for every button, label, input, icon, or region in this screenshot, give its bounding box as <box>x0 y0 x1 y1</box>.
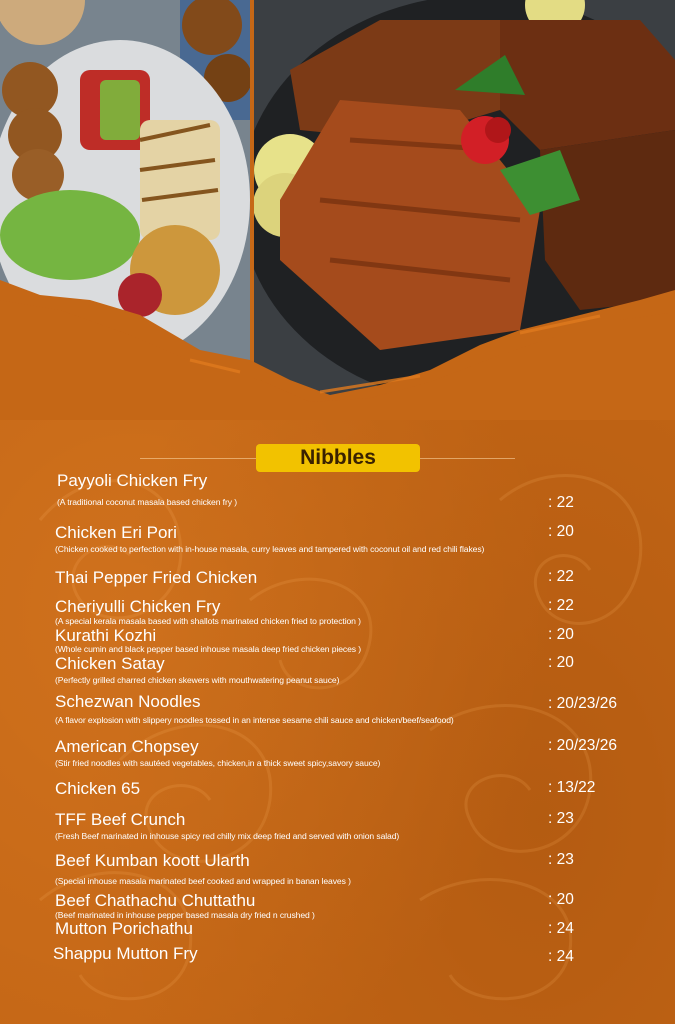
item-price: : 22 <box>548 597 574 614</box>
item-price: : 13/22 <box>548 779 596 796</box>
item-name: American Chopsey <box>55 737 199 756</box>
item-price: : 23 <box>548 851 574 868</box>
item-price: : 20 <box>548 891 574 908</box>
item-desc: (Perfectly grilled charred chicken skewers with mouthwatering peanut sauce) <box>55 675 340 685</box>
item-desc: (Fresh Beef marinated in inhouse spicy red chilly mix deep fried and served with onion salad) <box>55 831 400 841</box>
item-price: : 20/23/26 <box>548 737 617 754</box>
item-name: Mutton Porichathu <box>55 919 193 938</box>
item-desc: (A traditional coconut masala based chicken fry ) <box>57 497 237 507</box>
item-name: Chicken Satay <box>55 654 165 673</box>
item-price: : 22 <box>548 568 574 585</box>
item-name: Chicken Eri Pori <box>55 523 177 542</box>
item-price: : 24 <box>548 920 574 937</box>
item-price: : 20 <box>548 654 574 671</box>
item-price: : 23 <box>548 810 574 827</box>
item-name: Beef Kumban koott Ularth <box>55 851 250 870</box>
item-name: Thai Pepper Fried Chicken <box>55 568 258 587</box>
item-desc: (Beef marinated in inhouse pepper based masala dry fried n crushed ) <box>55 910 315 920</box>
item-desc: (Whole cumin and black pepper based inhouse masala deep fried chicken pieces ) <box>55 644 362 654</box>
item-name: Shappu Mutton Fry <box>53 944 198 963</box>
section-title: Nibbles <box>256 444 420 472</box>
item-name: Schezwan Noodles <box>55 692 201 711</box>
item-name: Payyoli Chicken Fry <box>57 471 208 490</box>
item-name: TFF Beef Crunch <box>55 810 186 829</box>
item-price: : 24 <box>548 948 574 965</box>
item-name: Chicken 65 <box>55 779 141 798</box>
item-price: : 20 <box>548 523 574 540</box>
item-price: : 20/23/26 <box>548 695 617 712</box>
item-desc: (A flavor explosion with slippery noodles tossed in an intense sesame chili sauce and chicken/beef/seafood) <box>55 715 454 725</box>
item-name: Cheriyulli Chicken Fry <box>55 597 221 616</box>
item-desc: (Special inhouse masala marinated beef cooked and wrapped in banan leaves ) <box>55 876 351 886</box>
item-desc: (Chicken cooked to perfection with in-house masala, curry leaves and tampered with coconut oil and red chili flakes) <box>55 544 485 554</box>
item-desc: (Stir fried noodles with sautéed vegetables, chicken,in a thick sweet spicy,savory sauce) <box>55 758 381 768</box>
item-name: Kurathi Kozhi <box>55 626 157 645</box>
item-price: : 22 <box>548 494 574 511</box>
item-name: Beef Chathachu Chuttathu <box>55 891 256 910</box>
item-desc: (A special kerala masala based with shallots marinated chicken fried to protection ) <box>55 616 361 626</box>
item-price: : 20 <box>548 626 574 643</box>
